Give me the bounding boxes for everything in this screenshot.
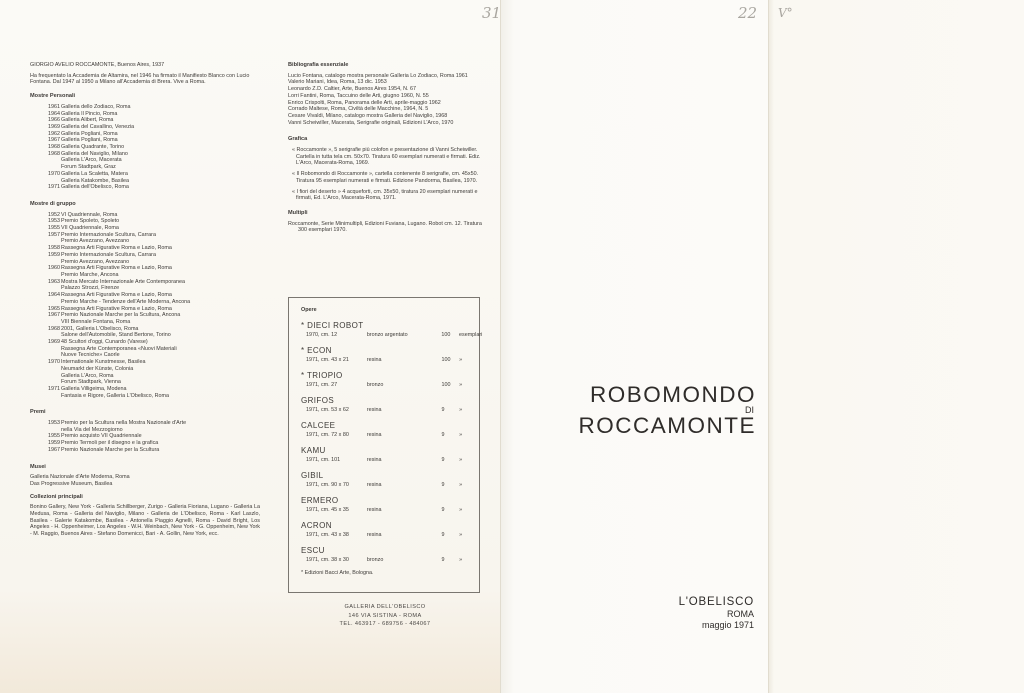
list-item: [48, 184, 260, 191]
entry-line: Premio Nazionale Marche per la Scultura: [61, 446, 160, 453]
entry-line: nella Via del Mezzogiorno: [61, 426, 123, 433]
entry-year: 1968: [48, 150, 60, 157]
title-line-2: ROCCAMONTE: [578, 413, 756, 438]
entry-year: 1955: [48, 225, 60, 232]
entry-line: Premio Marche - Tendenze dell'Arte Moderna, Ancona: [61, 298, 191, 305]
entry-year: 1952: [48, 211, 60, 218]
entry-line: Premio Spoleto, Spoleto: [61, 218, 120, 225]
bibliography-column: [288, 62, 488, 234]
work-unit: »: [459, 557, 463, 563]
collections-text: Bonino Gallery, New York - Galleria Schillberger, Zurigo - Galleria Fioriana, Lugano - Galleria La Medusa, Roma - Galleria del Naviglio, Milano - Galleria de L'Obelisco, Roma - Karl Laszlo, Basilea - Galerie Katakombe, Basilea - Antonella Piaggio Agnelli, Roma - David Bright, Los Angeles - H. Oppenheimer, Los Angeles - W.H. Weinbach, New York - G. Oppenheim, New York - M. Raggio, Buenos Aires - Stefano Domenicci, Bari - A. Gollin, New York, ecc.: [30, 504, 260, 538]
entry-year: 1959: [48, 251, 60, 258]
list-item: [48, 433, 260, 440]
entry-text: [61, 326, 260, 339]
museum-line: Das Progressive Museum, Basilea: [30, 480, 113, 487]
work-quantity: 100: [441, 357, 451, 363]
work-unit: »: [459, 532, 463, 538]
work-name: GIBIL: [301, 471, 324, 480]
page-number-annotation: 22: [738, 4, 758, 22]
list-item: [48, 265, 260, 278]
entry-text: [61, 225, 260, 232]
list-item: [48, 131, 260, 138]
entry-year: 1960: [48, 265, 60, 272]
work-quantity: 9: [441, 457, 445, 463]
entry-line: Forum Stadtpark, Vienna: [61, 379, 121, 386]
entry-year: 1964: [48, 292, 60, 299]
entry-line: Premio Marche, Ancona: [61, 271, 119, 278]
gallery-address: [300, 603, 470, 629]
work-name: GRIFOS: [301, 396, 335, 405]
work-detail: [306, 431, 469, 439]
bibliography-entry: Cesare Vivaldi, Milano, catalogo mostra Galleria del Naviglio, 1968: [288, 112, 448, 119]
section-heading: Grafica: [288, 136, 308, 143]
list-item: [48, 420, 260, 433]
entry-year: 1955: [48, 433, 60, 440]
entry-line: Nuove Tecniche» Caorle: [61, 352, 120, 359]
entry-line: Internationale Kunstmesse, Basilea: [61, 359, 146, 366]
work-material: resina: [366, 357, 382, 363]
entry-line: Rassegna Arti Figurative Roma e Lazio, Roma: [61, 305, 172, 312]
graphics-entry: « I fiori del deserto » 4 acqueforti, cm. 35x50, tiratura 20 esemplari numerati e firmati, Ed. L'Arco, Macerata-Roma, 1971.: [292, 188, 478, 202]
entry-year: 1958: [48, 245, 60, 252]
entry-text: [61, 265, 260, 278]
entry-year: 1953: [48, 218, 60, 225]
entry-line: Galleria L'Arco, Roma: [61, 372, 114, 379]
work-detail: [306, 531, 469, 539]
entry-year: 1953: [48, 420, 60, 427]
entry-line: Galleria dell'Obelisco, Roma: [61, 184, 129, 191]
work-quantity: 9: [441, 407, 445, 413]
work-quantity: 9: [441, 482, 445, 488]
work-quantity: 9: [441, 507, 445, 513]
entry-text: [61, 171, 260, 184]
graphics-entry: « Roccamonte », 5 serigrafie più colofon e presentazione di Vanni Scheiwiller. Cartella in tutta tela cm. 50x70. Tiratura 60 esemplari numerati e firmati. Ediz. L'Arco, Macerata-Roma, 1969.: [292, 147, 481, 167]
list-item: [48, 359, 260, 386]
work-detail: [306, 481, 469, 489]
entry-text: [61, 359, 260, 386]
artist-header: GIORGIO AVELIO ROCCAMONTE, Buenos Aires, 1937: [30, 62, 165, 68]
entry-line: Premio Internazionale Scultura, Carrara: [61, 251, 156, 258]
gallery-name: GALLERIA DELL'OBELISCO: [344, 604, 426, 610]
entry-year: 1967: [48, 312, 60, 319]
entry-line: Galleria Quadrante, Torino: [61, 144, 125, 151]
entry-line: Galleria Il Pincio, Roma: [61, 110, 118, 117]
work-unit: »: [459, 382, 463, 388]
work-item: [301, 395, 469, 414]
work-item: [301, 345, 469, 364]
work-detail: [306, 456, 469, 464]
work-material: resina: [366, 407, 382, 413]
list-item: [48, 292, 260, 305]
entry-line: Rassegna Arte Contemporanea «Nuovi Materiali: [61, 345, 177, 352]
work-unit: »: [459, 507, 463, 513]
publisher-name: L'OBELISCO: [678, 596, 754, 608]
entry-text: [61, 184, 260, 191]
bibliography-entry: Vanni Scheiwiller, Macerata, Serigrafie originali, Edizioni L'Arco, 1970: [288, 119, 454, 126]
entry-line: Mostra Mercato Internazionale Arte Contemporanea: [61, 278, 186, 285]
work-material: bronzo: [366, 557, 384, 563]
list-item: [48, 171, 260, 184]
work-dimensions: 1971, cm. 45 x 35: [306, 507, 349, 513]
graphics-entry: « Il Robomondo di Roccamonte », cartella contenente 8 serigrafie, cm. 45x50. Tiratura 95 esemplari numerati e firmati. Edizione Pandorma, Basilea, 1970.: [292, 171, 479, 184]
entry-line: Neumarkt der Künste, Colonia: [61, 365, 134, 372]
list-item: [48, 306, 260, 313]
list-item: [48, 245, 260, 252]
entry-year: 1959: [48, 440, 60, 447]
bibliography-entry: Corrado Maltese, Roma, Civiltà delle Macchine, 1964, N. 5: [288, 106, 429, 113]
works-box: [288, 297, 483, 593]
work-name: ACRON: [301, 521, 332, 530]
work-unit: »: [459, 457, 463, 463]
work-detail: [306, 331, 483, 339]
entry-text: [61, 279, 260, 292]
list-item: [48, 151, 260, 171]
fold-line: [500, 0, 501, 693]
work-quantity: 100: [441, 382, 451, 388]
entry-line: Premio Avezzano, Avezzano: [61, 258, 130, 265]
entry-year: 1967: [48, 137, 60, 144]
work-material: resina: [366, 432, 382, 438]
list-item: [48, 124, 260, 131]
list-item: [48, 212, 260, 219]
work-unit: »: [459, 407, 463, 413]
entry-text: [61, 386, 260, 399]
list-item: [48, 232, 260, 245]
cover-page: [500, 0, 768, 693]
entry-year: 1964: [48, 110, 60, 117]
entry-line: VII Quadriennale, Roma: [61, 225, 119, 232]
work-name: ERMERO: [301, 496, 339, 505]
work-item: [301, 495, 469, 514]
entry-text: [61, 292, 260, 305]
work-item: [301, 470, 469, 489]
entry-text: [61, 111, 260, 118]
entry-line: Galleria Alibert, Roma: [61, 117, 114, 124]
bibliography-entry: Enrico Crispolti, Roma, Panorama delle Arti, aprile-maggio 1962: [288, 99, 441, 106]
entry-text: [61, 151, 260, 171]
entry-year: 1963: [48, 278, 60, 285]
work-name: KAMU: [301, 446, 326, 455]
work-dimensions: 1971, cm. 27: [306, 382, 338, 388]
list-item: [48, 312, 260, 325]
title-line-1: ROBOMONDO: [589, 382, 756, 407]
entry-year: 1967: [48, 446, 60, 453]
list-item: [48, 440, 260, 447]
work-detail: [306, 356, 469, 364]
page-number-annotation: 31: [482, 4, 502, 22]
work-dimensions: 1970, cm. 12: [306, 332, 338, 338]
work-material: resina: [366, 482, 382, 488]
work-quantity: 100: [441, 332, 451, 338]
work-name: * ECON: [301, 346, 332, 355]
work-quantity: 9: [441, 432, 445, 438]
section-heading: Bibliografia essenziale: [288, 62, 349, 68]
entry-year: 1969: [48, 339, 60, 346]
entry-text: [61, 433, 260, 440]
multiples-text: Roccamonte, Serie Minimultipli, Edizioni Fuviana, Lugano. Robot cm. 12. Tiratura 300 esemplari 1970.: [288, 220, 482, 234]
work-item: [301, 520, 469, 539]
awards-list: [30, 420, 260, 454]
entry-year: 1970: [48, 170, 60, 177]
works-list: [301, 320, 483, 564]
list-item: [48, 104, 260, 111]
entry-line: Premio per la Scultura nella Mostra Nazionale d'Arte: [61, 420, 187, 427]
entry-year: 1966: [48, 117, 60, 124]
work-name: CALCEE: [301, 421, 336, 430]
bibliography-list: [288, 73, 488, 127]
gallery-phone: TEL. 463917 - 689756 - 484067: [339, 621, 431, 627]
list-item: [48, 144, 260, 151]
work-name: * DIECI ROBOT: [301, 321, 364, 330]
entry-line: Forum Stadtpark, Graz: [61, 164, 116, 171]
entry-line: Galleria Pogliani, Roma: [61, 137, 118, 144]
work-unit: »: [459, 482, 463, 488]
publication-date: maggio 1971: [701, 620, 754, 630]
entry-line: Galleria Katakombe, Basilea: [61, 177, 130, 184]
works-heading: Opere: [301, 307, 317, 313]
list-item: [48, 218, 260, 225]
entry-text: [61, 218, 260, 225]
entry-year: 1962: [48, 130, 60, 137]
entry-line: Premio Nazionale Marche per la Scultura, Ancona: [61, 312, 181, 319]
work-name: ESCU: [301, 546, 325, 555]
entry-text: [61, 137, 260, 144]
entry-text: [61, 245, 260, 252]
fold-line: [768, 0, 769, 693]
list-item: [48, 225, 260, 232]
entry-text: [61, 447, 260, 454]
work-unit: »: [459, 432, 463, 438]
title-di: DI: [745, 405, 754, 415]
entry-text: [61, 252, 260, 265]
list-item: [48, 447, 260, 454]
entry-line: Galleria del Naviglio, Milano: [61, 150, 128, 157]
list-item: [48, 279, 260, 292]
entry-line: Rassegna Arti Figurative Roma e Lazio, Roma: [61, 245, 172, 252]
entry-text: [61, 124, 260, 131]
work-item: [301, 370, 469, 389]
entry-line: Palazzo Strozzi, Firenze: [61, 285, 120, 292]
publisher-city: ROMA: [727, 609, 754, 619]
work-item: [301, 320, 483, 339]
works-footnote: * Edizioni Bacci Arte, Bologna.: [301, 570, 374, 576]
back-flap-page: [768, 0, 1024, 693]
entry-text: [61, 420, 260, 433]
cover-title: [552, 384, 756, 437]
entry-line: Galleria dello Zodiaco, Roma: [61, 103, 131, 110]
entry-line: 48 Scultori d'oggi, Cunardo (Varese): [61, 339, 148, 346]
group-exhibitions-list: [30, 212, 260, 400]
bibliography-entry: Leonardo Z.D. Caltier, Arte, Buenos Aires 1954, N. 67: [288, 86, 416, 93]
entry-line: Rassegna Arti Figurative Roma e Lazio, Roma: [61, 265, 172, 272]
list-item: [48, 252, 260, 265]
section-heading: Musei: [30, 463, 46, 470]
entry-text: [61, 131, 260, 138]
entry-text: [61, 306, 260, 313]
entry-line: Premio Avezzano, Avezzano: [61, 238, 130, 245]
bibliography-entry: Lucio Fontana, catalogo mostra personale Galleria Lo Zodiaco, Roma 1961: [288, 72, 468, 79]
list-item: [48, 111, 260, 118]
work-quantity: 9: [441, 557, 445, 563]
entry-text: [61, 117, 260, 124]
work-detail: [306, 406, 469, 414]
bibliography-entry: Valerio Mariani, Idea, Roma, 13 dic. 1953: [288, 79, 387, 86]
entry-year: 1965: [48, 305, 60, 312]
entry-year: 1969: [48, 123, 60, 130]
solo-exhibitions-list: [30, 104, 260, 191]
work-dimensions: 1971, cm. 101: [306, 457, 341, 463]
graphics-list: [288, 147, 488, 202]
museum-line: Galleria Nazionale d'Arte Moderna, Roma: [30, 474, 130, 481]
entry-line: Premio Termoli per il disegno e la grafica: [61, 440, 159, 447]
entry-year: 1971: [48, 385, 60, 392]
work-unit: »: [459, 357, 463, 363]
list-item: [48, 137, 260, 144]
work-item: [301, 445, 469, 464]
bibliography-entry: Lorri Fantini, Roma, Taccuino delle Arti, giugno 1960, N. 55: [288, 92, 429, 99]
section-heading: Premi: [30, 409, 46, 416]
work-dimensions: 1971, cm. 72 x 80: [306, 432, 349, 438]
entry-line: Galleria del Cavallino, Venezia: [61, 123, 135, 130]
entry-line: Galleria Villigeima, Modena: [61, 385, 127, 392]
work-material: resina: [366, 532, 382, 538]
work-material: resina: [366, 457, 382, 463]
entry-text: [61, 339, 260, 359]
list-item: [48, 117, 260, 124]
work-unit: esemplari: [459, 332, 483, 338]
entry-line: VIII Biennale Fontana, Roma: [61, 318, 131, 325]
work-material: bronzo argentato: [366, 332, 408, 338]
work-dimensions: 1971, cm. 38 x 30: [306, 557, 349, 563]
biography-column: [30, 62, 260, 538]
work-quantity: 9: [441, 532, 445, 538]
section-heading: Mostre Personali: [30, 93, 76, 100]
entry-text: [61, 312, 260, 325]
entry-line: 2001, Galleria L'Obelisco, Roma: [61, 325, 139, 332]
section-heading: Multipli: [288, 209, 308, 216]
list-item: [48, 386, 260, 399]
entry-text: [61, 212, 260, 219]
entry-year: 1957: [48, 231, 60, 238]
entry-year: 1961: [48, 103, 60, 110]
entry-year: 1971: [48, 184, 60, 191]
section-heading: Collezioni principali: [30, 493, 83, 500]
artist-bio: Ha frequentato la Accademia de Altamira, nel 1946 ha firmato il Manifiesto Blanco con Lucio Fontana. Dal 1947 al 1950 a Milano all'Accademia di Brera. Vive a Roma.: [30, 72, 250, 86]
entry-line: Galleria L'Arco, Macerata: [61, 157, 122, 164]
list-item: [48, 326, 260, 339]
list-item: [48, 339, 260, 359]
work-name: * TRIOPIO: [301, 371, 343, 380]
entry-year: 1970: [48, 359, 60, 366]
entry-line: Fantasia e Rigore, Galleria L'Obelisco, Roma: [61, 392, 169, 399]
work-dimensions: 1971, cm. 90 x 70: [306, 482, 349, 488]
section-heading: Mostre di gruppo: [30, 200, 76, 207]
entry-text: [61, 144, 260, 151]
entry-text: [61, 232, 260, 245]
entry-text: [61, 440, 260, 447]
work-dimensions: 1971, cm. 43 x 38: [306, 532, 349, 538]
entry-line: Galleria La Scaletta, Matera: [61, 170, 128, 177]
work-detail: [306, 556, 469, 564]
entry-line: Premio Internazionale Scultura, Carrara: [61, 231, 156, 238]
entry-line: Premio acquisto VII Quadriennale: [61, 433, 142, 440]
entry-line: Salone dell'Automobile, Stand Bertone, Torino: [61, 332, 171, 339]
work-detail: [306, 381, 469, 389]
publisher-block: [620, 595, 754, 631]
work-material: bronzo: [366, 382, 384, 388]
entry-year: 1968: [48, 144, 60, 151]
entry-line: Galleria Pogliani, Roma: [61, 130, 118, 137]
handwritten-mark: V°: [778, 6, 793, 20]
work-detail: [306, 506, 469, 514]
work-item: [301, 420, 469, 439]
work-dimensions: 1971, cm. 53 x 62: [306, 407, 349, 413]
entry-text: [61, 104, 260, 111]
work-dimensions: 1971, cm. 43 x 21: [306, 357, 349, 363]
entry-year: 1968: [48, 325, 60, 332]
entry-line: Rassegna Arti Figurative Roma e Lazio, Roma: [61, 292, 172, 299]
gallery-street: 146 VIA SISTINA - ROMA: [348, 612, 422, 619]
work-material: resina: [366, 507, 382, 513]
entry-line: VI Quadriennale, Roma: [61, 211, 118, 218]
work-item: [301, 545, 469, 564]
